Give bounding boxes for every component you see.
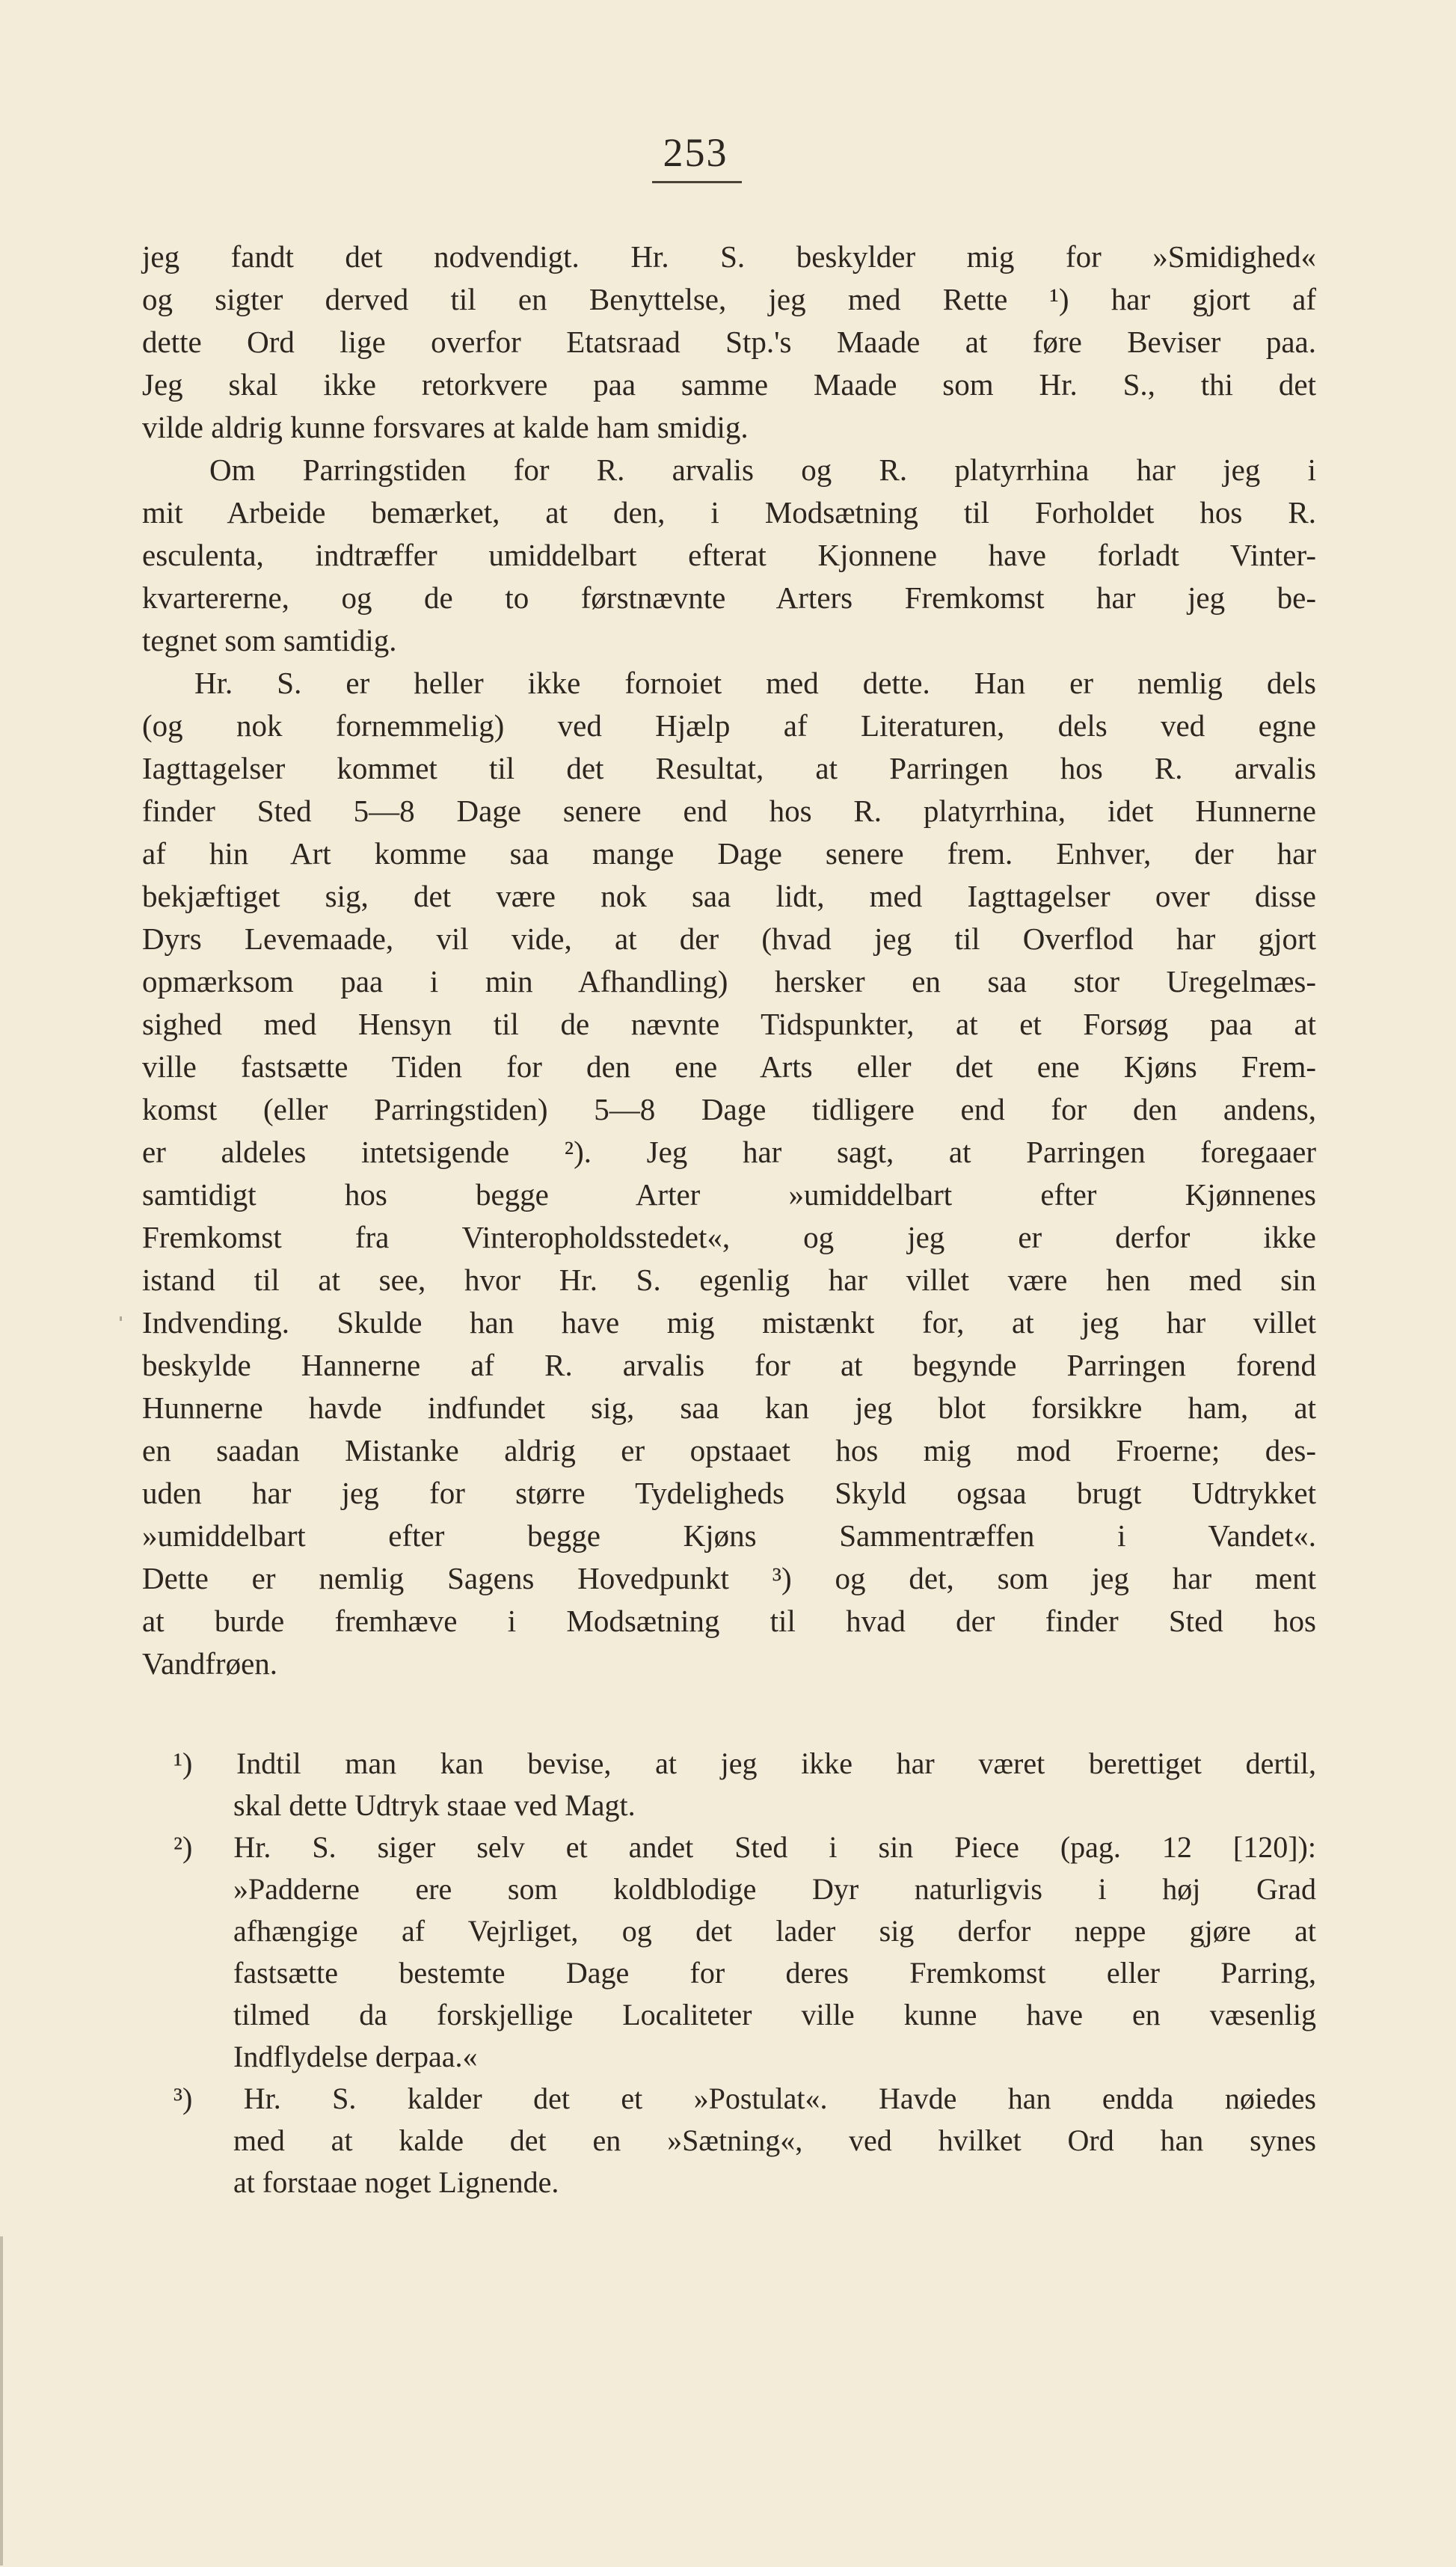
footnote-line: afhængige af Vejrliget, og det lader sig derfor neppe gjøre at [233,1914,1316,1948]
body-line: og sigter derved til en Benyttelse, jeg med Rette ¹) har gjort af [142,282,1316,316]
body-line: finder Sted 5—8 Dage senere end hos R. platyrrhina, idet Hunnerne [142,794,1316,828]
body-line: Iagttagelser kommet til det Resultat, at Parringen hos R. arvalis [142,751,1316,785]
body-line: Dette er nemlig Sagens Hovedpunkt ³) og det, som jeg har ment [142,1561,1316,1595]
body-line: er aldeles intetsigende ²). Jeg har sagt, at Parringen foregaaer [142,1135,1316,1169]
footnote-2 [142,1827,1316,2078]
body-line: Om Parringstiden for R. arvalis og R. platyrrhina har jeg i [209,453,1316,487]
body-line: opmærksom paa i min Afhandling) hersker en saa stor Uregelmæs- [142,964,1316,999]
body-line: komst (eller Parringstiden) 5—8 Dage tidligere end for den andens, [142,1092,1316,1126]
body-line: »umiddelbart efter begge Kjøns Sammentræffen i Vandet«. [142,1518,1316,1553]
body-line: en saadan Mistanke aldrig er opstaaet hos mig mod Froerne; des- [142,1433,1316,1467]
body-line: sighed med Hensyn til de nævnte Tidspunkter, at et Forsøg paa at [142,1007,1316,1041]
body-line: uden har jeg for større Tydeligheds Skyld ogsaa brugt Udtrykket [142,1476,1316,1510]
body-line: Hunnerne havde indfundet sig, saa kan jeg blot forsikkre ham, at [142,1390,1316,1425]
body-line: bekjæftiget sig, det være nok saa lidt, med Iagttagelser over disse [142,879,1316,913]
body-line: Jeg skal ikke retorkvere paa samme Maade som Hr. S., thi det [142,367,1316,402]
footnote-1 [142,1743,1316,1827]
footnote-line: tilmed da forskjellige Localiteter ville kunne have en væsenlig [233,1998,1316,2031]
footnotes [142,1743,1316,2203]
footnote-line: at forstaae noget Lignende. [233,2165,559,2199]
footnote-line: ²) Hr. S. siger selv et andet Sted i sin Piece (pag. 12 [120]): [173,1830,1316,1864]
body-line: Fremkomst fra Vinteropholdsstedet«, og jeg er derfor ikke [142,1220,1316,1254]
body-line: vilde aldrig kunne forsvares at kalde ham smidig. [142,410,749,444]
footnote-line: Indflydelse derpaa.« [233,2040,478,2073]
body-line: beskylde Hannerne af R. arvalis for at begynde Parringen forend [142,1348,1316,1382]
body-line: ville fastsætte Tiden for den ene Arts eller det ene Kjøns Frem- [142,1049,1316,1084]
footnote-line: ³) Hr. S. kalder det et »Postulat«. Havde han endda nøiedes [173,2082,1316,2115]
body-line: Hr. S. er heller ikke fornoiet med dette. Han er nemlig dels [194,666,1316,700]
page-edge-mark [0,2236,3,2566]
body-line: tegnet som samtidig. [142,623,397,657]
body-line: at burde fremhæve i Modsætning til hvad der finder Sted hos [142,1604,1316,1638]
body-line: Indvending. Skulde han have mig mistænkt for, at jeg har villet [142,1305,1316,1340]
body-line: kvartererne, og de to førstnævnte Arters Fremkomst har jeg be- [142,580,1316,615]
body-line: samtidigt hos begge Arter »umiddelbart efter Kjønnenes [142,1177,1316,1212]
footnote-line: »Padderne ere som koldblodige Dyr naturligvis i høj Grad [233,1872,1316,1906]
body-line: mit Arbeide bemærket, at den, i Modsætning til Forholdet hos R. [142,495,1316,530]
body-line: Vandfrøen. [142,1646,278,1681]
body-line: istand til at see, hvor Hr. S. egenlig har villet være hen med sin [142,1263,1316,1297]
body-text [142,236,1316,1685]
footnote-line: ¹) Indtil man kan bevise, at jeg ikke har været berettiget dertil, [173,1746,1316,1780]
page-number-rule [652,181,742,183]
footnote-line: fastsætte bestemte Dage for deres Fremkomst eller Parring, [233,1956,1316,1990]
page-number: 253 [663,130,728,175]
body-line: esculenta, indtræffer umiddelbart efterat Kjonnene have forladt Vinter- [142,538,1316,572]
footnote-3 [142,2078,1316,2203]
footnote-line: skal dette Udtryk staae ved Magt. [233,1788,636,1822]
body-line: dette Ord lige overfor Etatsraad Stp.'s Maade at føre Beviser paa. [142,325,1316,359]
ink-speck [120,1316,122,1321]
body-line: af hin Art komme saa mange Dage senere frem. Enhver, der har [142,836,1316,871]
body-line: jeg fandt det nodvendigt. Hr. S. beskylder mig for »Smidighed« [142,239,1316,274]
body-line: Dyrs Levemaade, vil vide, at der (hvad jeg til Overflod har gjort [142,921,1316,956]
body-line: (og nok fornemmelig) ved Hjælp af Literaturen, dels ved egne [142,708,1316,743]
footnote-line: med at kalde det en »Sætning«, ved hvilket Ord han synes [233,2123,1316,2157]
